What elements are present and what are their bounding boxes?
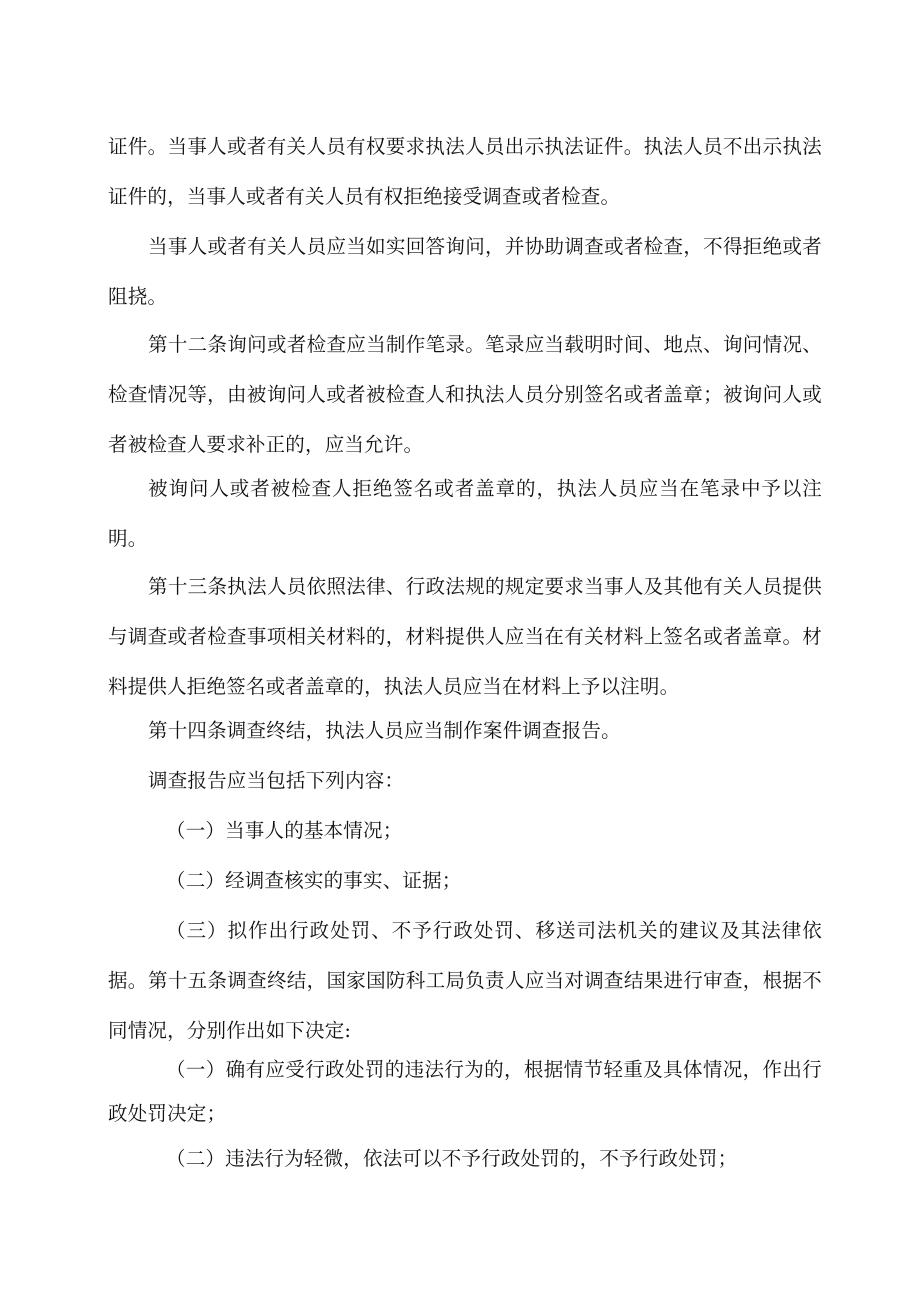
decision-item-2: （二）违法行为轻微，依法可以不予行政处罚的，不予行政处罚；: [166, 1147, 738, 1170]
list-item-1: （一）当事人的基本情况；: [166, 819, 403, 842]
decision-item-1: （一）确有应受行政处罚的违法行为的，根据情节轻重及具体情况，作出行政处罚决定；: [108, 1058, 822, 1125]
paragraph-article-12: 第十二条询问或者检查应当制作笔录。笔录应当载明时间、地点、询问情况、检查情况等，由被询问人或者被检查人和执法人员分别签名或者盖章；被询问人或者被检查人要求补正的，应当允许。: [108, 333, 822, 456]
list-item-3: （三）拟作出行政处罚、不予行政处罚、移送司法机关的建议及其法律依据。: [108, 919, 822, 992]
list-item-2: （二）经调查核实的事实、证据；: [166, 869, 462, 892]
paragraph-article-13: 第十三条执法人员依照法律、行政法规的规定要求当事人及其他有关人员提供与调查或者检查事项相关材料的，材料提供人应当在有关材料上签名或者盖章。材料提供人拒绝签名或者盖章的，执法人员应当在材料上予以注明。: [108, 575, 822, 698]
paragraph-id-display: 证件。当事人或者有关人员有权要求执法人员出示执法证件。执法人员不出示执法证件的，当事人或者有关人员有权拒绝接受调查或者检查。: [108, 135, 822, 208]
paragraph-report-contents: 调查报告应当包括下列内容：: [148, 769, 405, 792]
paragraph-refuse-sign: 被询问人或者被检查人拒绝签名或者盖章的，执法人员应当在笔录中予以注明。: [108, 477, 822, 550]
paragraph-cooperation: 当事人或者有关人员应当如实回答询问，并协助调查或者检查，不得拒绝或者阻挠。: [108, 235, 822, 308]
paragraph-article-14: 第十四条调查终结，执法人员应当制作案件调查报告。: [148, 719, 621, 742]
paragraph-article-15: 第十五条调查终结，国家国防科工局负责人应当对调查结果进行审查，根据不同情况，分别作出如下决定:: [108, 969, 822, 1042]
